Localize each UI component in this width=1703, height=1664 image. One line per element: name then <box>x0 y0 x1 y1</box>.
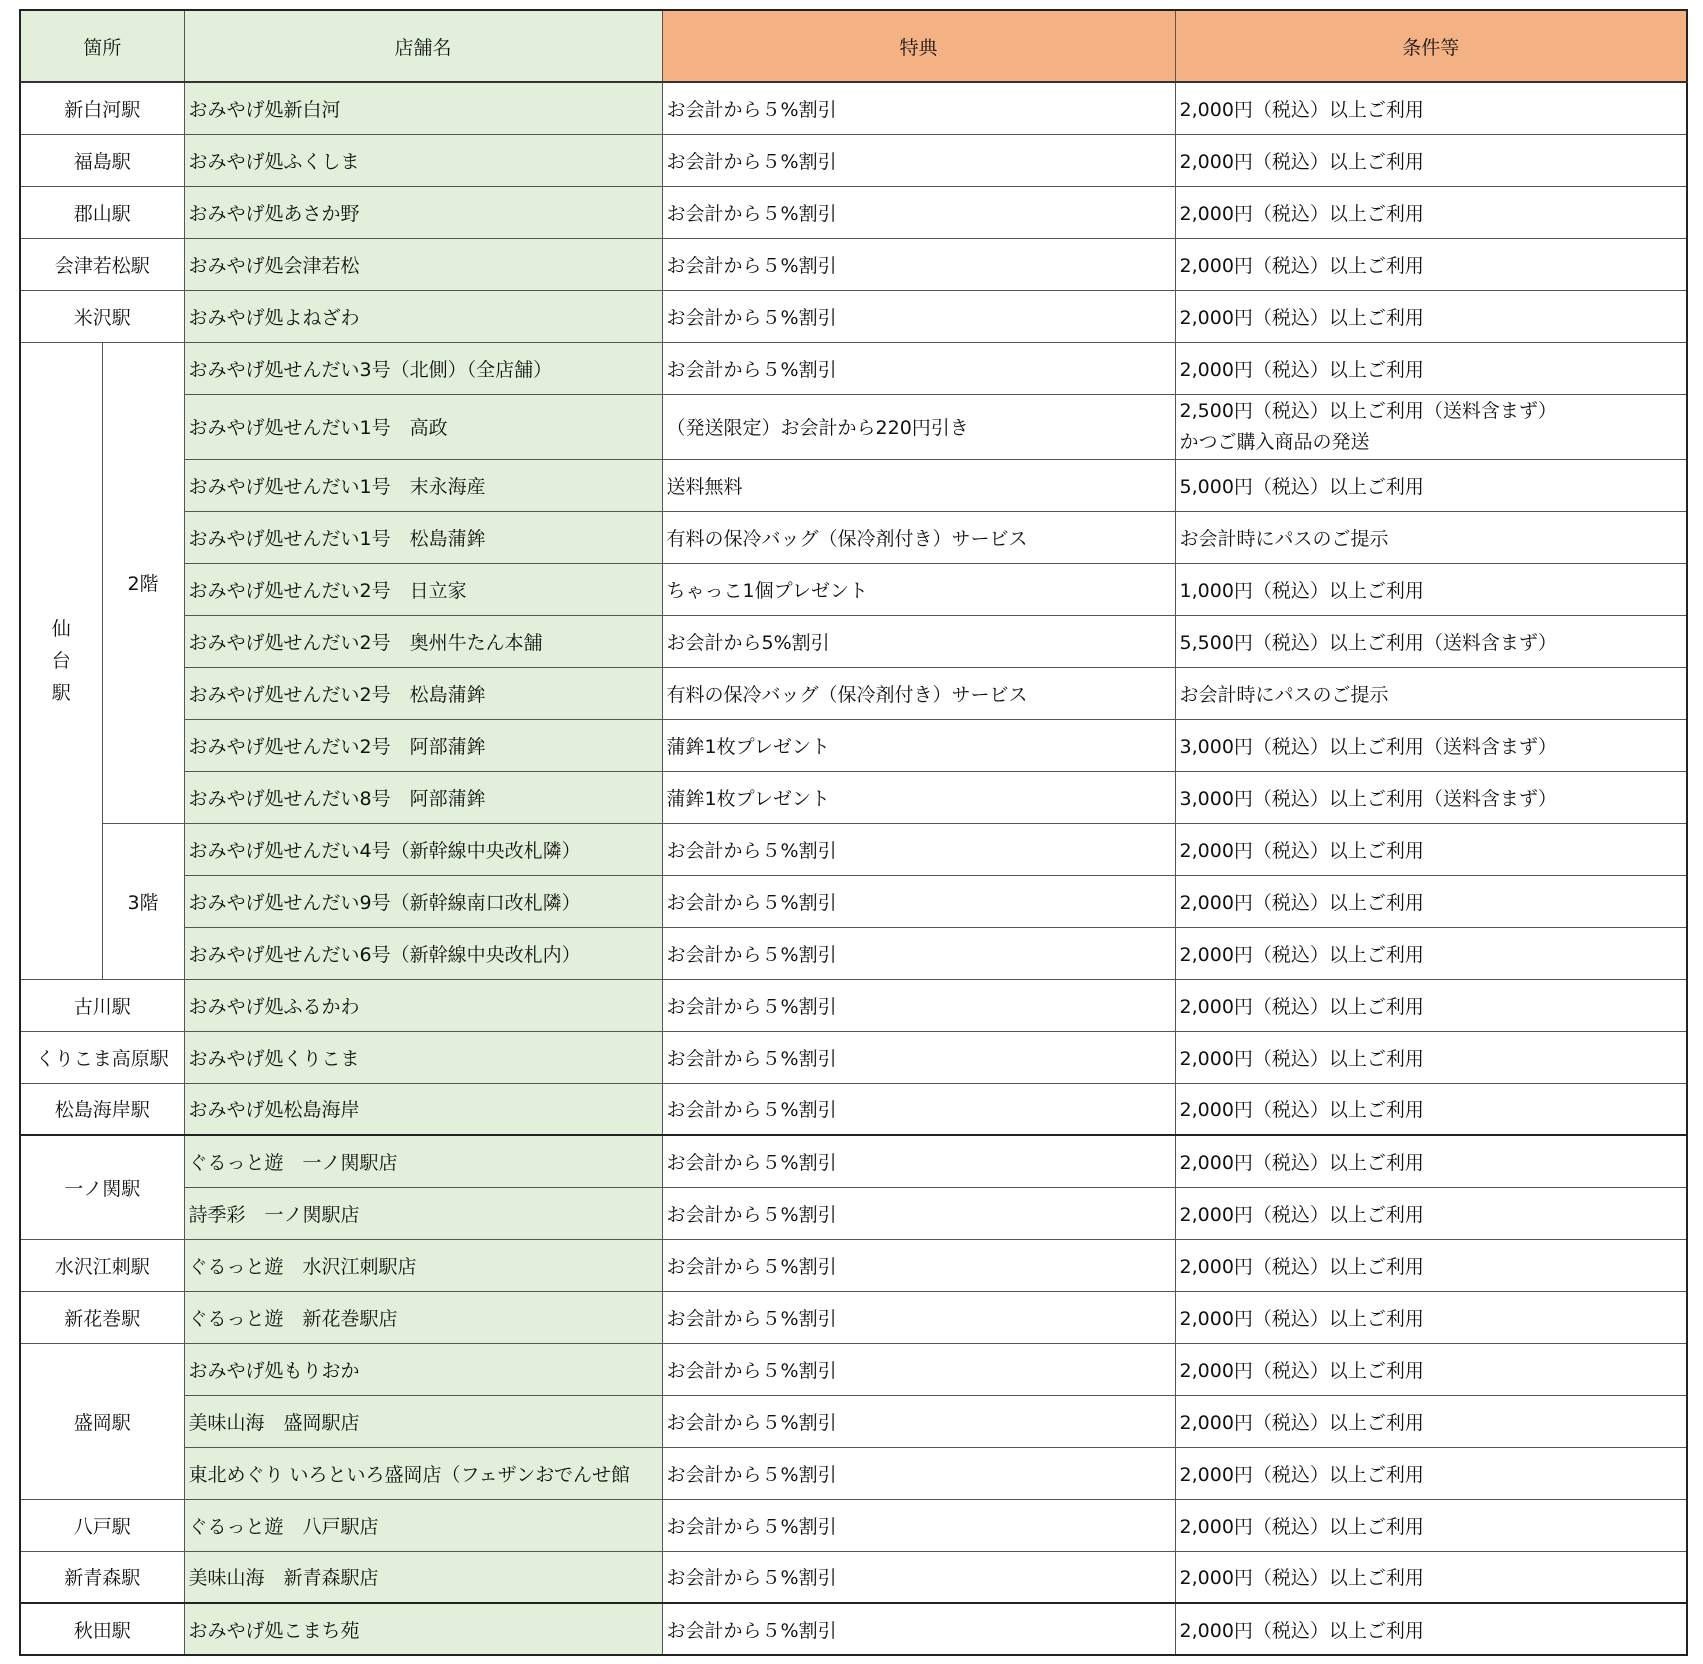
shop-cell: おみやげ処こまち苑 <box>184 1603 662 1655</box>
condition-cell: 2,000円（税込）以上ご利用 <box>1175 875 1687 927</box>
benefit-cell: お会計から5%割引 <box>662 615 1175 667</box>
benefit-cell: ちゃっこ1個プレゼント <box>662 563 1175 615</box>
header-row <box>20 10 1687 82</box>
table-row <box>20 1603 1687 1655</box>
condition-cell: 2,000円（税込）以上ご利用 <box>1175 1551 1687 1603</box>
benefit-cell: 有料の保冷バッグ（保冷剤付き）サービス <box>662 511 1175 563</box>
condition-cell: 1,000円（税込）以上ご利用 <box>1175 563 1687 615</box>
table-row <box>20 1343 1687 1395</box>
condition-cell: 3,000円（税込）以上ご利用（送料含まず） <box>1175 771 1687 823</box>
table-row <box>20 615 1687 667</box>
benefit-cell: 蒲鉾1枚プレゼント <box>662 719 1175 771</box>
table-row <box>20 563 1687 615</box>
header-condition: 条件等 <box>1175 10 1687 82</box>
shop-cell: おみやげ処せんだい4号（新幹線中央改札隣） <box>184 823 662 875</box>
location-cell: 八戸駅 <box>20 1499 184 1551</box>
table-row <box>20 927 1687 979</box>
shop-cell: おみやげ処せんだい2号 日立家 <box>184 563 662 615</box>
benefit-cell: お会計から５%割引 <box>662 1447 1175 1499</box>
table-row <box>20 1083 1687 1135</box>
table-row <box>20 823 1687 875</box>
table-row <box>20 342 1687 394</box>
sendai-station-cell <box>20 342 102 979</box>
benefit-cell: お会計から５%割引 <box>662 1551 1175 1603</box>
benefit-cell: お会計から５%割引 <box>662 1135 1175 1187</box>
condition-cell: 2,000円（税込）以上ご利用 <box>1175 1083 1687 1135</box>
shop-cell: おみやげ処もりおか <box>184 1343 662 1395</box>
table-row <box>20 1031 1687 1083</box>
shop-cell: おみやげ処せんだい1号 高政 <box>184 394 662 459</box>
shop-cell: 美味山海 盛岡駅店 <box>184 1395 662 1447</box>
table-row <box>20 134 1687 186</box>
condition-cell <box>1175 394 1687 459</box>
table-row <box>20 82 1687 134</box>
shop-cell: おみやげ処せんだい2号 松島蒲鉾 <box>184 667 662 719</box>
benefit-cell: お会計から５%割引 <box>662 1239 1175 1291</box>
condition-cell: 5,000円（税込）以上ご利用 <box>1175 459 1687 511</box>
shop-cell: 東北めぐり いろといろ盛岡店（フェザンおでんせ館 <box>184 1447 662 1499</box>
condition-cell: お会計時にパスのご提示 <box>1175 667 1687 719</box>
shop-cell: 詩季彩 一ノ関駅店 <box>184 1187 662 1239</box>
table-row <box>20 979 1687 1031</box>
header-shop: 店舗名 <box>184 10 662 82</box>
header-location: 箇所 <box>20 10 184 82</box>
condition-cell: 2,000円（税込）以上ご利用 <box>1175 1187 1687 1239</box>
shop-cell: おみやげ処くりこま <box>184 1031 662 1083</box>
benefit-cell: お会計から５%割引 <box>662 1603 1175 1655</box>
condition-cell: 2,000円（税込）以上ご利用 <box>1175 1499 1687 1551</box>
shop-cell: ぐるっと遊 新花巻駅店 <box>184 1291 662 1343</box>
location-cell: 新青森駅 <box>20 1551 184 1603</box>
benefit-cell: お会計から５%割引 <box>662 1499 1175 1551</box>
table-row <box>20 1135 1687 1187</box>
floor-2-cell: 2階 <box>102 342 184 823</box>
condition-cell: 2,000円（税込）以上ご利用 <box>1175 927 1687 979</box>
table-row <box>20 1239 1687 1291</box>
condition-cell: 2,000円（税込）以上ご利用 <box>1175 1343 1687 1395</box>
condition-cell: お会計時にパスのご提示 <box>1175 511 1687 563</box>
shop-cell: ぐるっと遊 八戸駅店 <box>184 1499 662 1551</box>
condition-cell: 2,000円（税込）以上ご利用 <box>1175 290 1687 342</box>
shop-cell: おみやげ処松島海岸 <box>184 1083 662 1135</box>
location-cell: 水沢江刺駅 <box>20 1239 184 1291</box>
table-row <box>20 771 1687 823</box>
benefit-cell: お会計から５%割引 <box>662 290 1175 342</box>
condition-cell: 5,500円（税込）以上ご利用（送料含まず） <box>1175 615 1687 667</box>
location-cell: 秋田駅 <box>20 1603 184 1655</box>
benefit-cell: お会計から５%割引 <box>662 979 1175 1031</box>
benefits-table <box>19 9 1688 1656</box>
condition-cell: 2,000円（税込）以上ご利用 <box>1175 1447 1687 1499</box>
condition-cell: 2,000円（税込）以上ご利用 <box>1175 1135 1687 1187</box>
location-cell: くりこま高原駅 <box>20 1031 184 1083</box>
condition-cell: 2,000円（税込）以上ご利用 <box>1175 238 1687 290</box>
condition-line-2: かつご購入商品の発送 <box>1179 430 1370 453</box>
benefit-cell: お会計から５%割引 <box>662 1187 1175 1239</box>
shop-cell: おみやげ処ふるかわ <box>184 979 662 1031</box>
table-row <box>20 238 1687 290</box>
location-cell: 盛岡駅 <box>20 1343 184 1499</box>
benefit-cell: お会計から５%割引 <box>662 1291 1175 1343</box>
table-row <box>20 1291 1687 1343</box>
benefit-cell: お会計から５%割引 <box>662 238 1175 290</box>
location-cell: 新白河駅 <box>20 82 184 134</box>
condition-cell: 2,000円（税込）以上ご利用 <box>1175 1395 1687 1447</box>
table-row <box>20 459 1687 511</box>
shop-cell: ぐるっと遊 一ノ関駅店 <box>184 1135 662 1187</box>
benefit-cell: 送料無料 <box>662 459 1175 511</box>
shop-cell: おみやげ処せんだい9号（新幹線南口改札隣） <box>184 875 662 927</box>
condition-cell: 2,000円（税込）以上ご利用 <box>1175 82 1687 134</box>
table-row <box>20 875 1687 927</box>
benefit-cell: （発送限定）お会計から220円引き <box>662 394 1175 459</box>
table-row <box>20 719 1687 771</box>
shop-cell: おみやげ処せんだい1号 松島蒲鉾 <box>184 511 662 563</box>
sendai-station-label: 仙台駅 <box>51 617 71 704</box>
shop-cell: おみやげ処せんだい2号 奥州牛たん本舗 <box>184 615 662 667</box>
table-row <box>20 1551 1687 1603</box>
condition-line-1: 2,500円（税込）以上ご利用（送料含まず） <box>1179 399 1557 422</box>
condition-cell: 2,000円（税込）以上ご利用 <box>1175 134 1687 186</box>
condition-cell: 2,000円（税込）以上ご利用 <box>1175 1031 1687 1083</box>
benefit-cell: お会計から５%割引 <box>662 927 1175 979</box>
condition-cell: 2,000円（税込）以上ご利用 <box>1175 823 1687 875</box>
shop-cell: おみやげ処新白河 <box>184 82 662 134</box>
table-row <box>20 1395 1687 1447</box>
shop-cell: おみやげ処せんだい1号 末永海産 <box>184 459 662 511</box>
table-row <box>20 1447 1687 1499</box>
table-row <box>20 186 1687 238</box>
table-row <box>20 511 1687 563</box>
benefit-cell: お会計から５%割引 <box>662 823 1175 875</box>
condition-cell: 2,000円（税込）以上ご利用 <box>1175 1239 1687 1291</box>
condition-cell: 3,000円（税込）以上ご利用（送料含まず） <box>1175 719 1687 771</box>
shop-cell: おみやげ処せんだい8号 阿部蒲鉾 <box>184 771 662 823</box>
benefit-cell: お会計から５%割引 <box>662 342 1175 394</box>
table-row <box>20 290 1687 342</box>
benefit-cell: お会計から５%割引 <box>662 82 1175 134</box>
condition-cell: 2,000円（税込）以上ご利用 <box>1175 1603 1687 1655</box>
table-row <box>20 394 1687 459</box>
table-row <box>20 1499 1687 1551</box>
benefit-cell: お会計から５%割引 <box>662 875 1175 927</box>
shop-cell: おみやげ処よねざわ <box>184 290 662 342</box>
benefit-cell: 有料の保冷バッグ（保冷剤付き）サービス <box>662 667 1175 719</box>
shop-cell: おみやげ処せんだい3号（北側）（全店舗） <box>184 342 662 394</box>
benefit-cell: お会計から５%割引 <box>662 1395 1175 1447</box>
benefit-cell: お会計から５%割引 <box>662 134 1175 186</box>
location-cell: 新花巻駅 <box>20 1291 184 1343</box>
location-cell: 会津若松駅 <box>20 238 184 290</box>
location-cell: 古川駅 <box>20 979 184 1031</box>
condition-cell: 2,000円（税込）以上ご利用 <box>1175 186 1687 238</box>
shop-cell: おみやげ処会津若松 <box>184 238 662 290</box>
benefit-cell: 蒲鉾1枚プレゼント <box>662 771 1175 823</box>
table-row <box>20 667 1687 719</box>
location-cell: 福島駅 <box>20 134 184 186</box>
shop-cell: おみやげ処せんだい2号 阿部蒲鉾 <box>184 719 662 771</box>
condition-cell: 2,000円（税込）以上ご利用 <box>1175 979 1687 1031</box>
header-benefit: 特典 <box>662 10 1175 82</box>
location-cell: 松島海岸駅 <box>20 1083 184 1135</box>
benefit-cell: お会計から５%割引 <box>662 1031 1175 1083</box>
shop-cell: おみやげ処あさか野 <box>184 186 662 238</box>
floor-3-cell: 3階 <box>102 823 184 979</box>
location-cell: 郡山駅 <box>20 186 184 238</box>
benefit-cell: お会計から５%割引 <box>662 1343 1175 1395</box>
shop-cell: おみやげ処せんだい6号（新幹線中央改札内） <box>184 927 662 979</box>
shop-cell: おみやげ処ふくしま <box>184 134 662 186</box>
benefit-cell: お会計から５%割引 <box>662 186 1175 238</box>
shop-cell: 美味山海 新青森駅店 <box>184 1551 662 1603</box>
shop-cell: ぐるっと遊 水沢江刺駅店 <box>184 1239 662 1291</box>
location-cell: 一ノ関駅 <box>20 1135 184 1239</box>
condition-cell: 2,000円（税込）以上ご利用 <box>1175 1291 1687 1343</box>
benefit-cell: お会計から５%割引 <box>662 1083 1175 1135</box>
location-cell: 米沢駅 <box>20 290 184 342</box>
condition-cell: 2,000円（税込）以上ご利用 <box>1175 342 1687 394</box>
table-row <box>20 1187 1687 1239</box>
